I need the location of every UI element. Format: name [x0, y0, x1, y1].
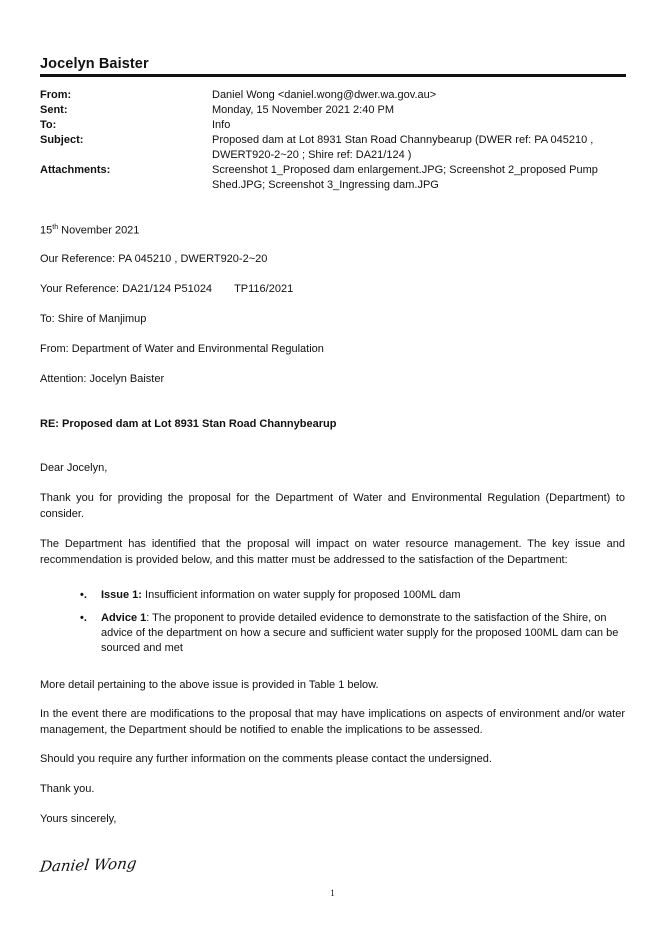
- paragraph-issue: The Department has identified that the proposal will impact on water resource management. The key issue and recommendation is provided below, and this matter must be addressed to the satisfaction of the Department:: [40, 538, 625, 566]
- bullet-issue-text: Insufficient information on water supply for proposed 100ML dam: [141, 589, 461, 601]
- header-divider: [40, 74, 626, 77]
- bullet-advice-label: Advice 1: [101, 612, 147, 624]
- your-reference-line: [40, 282, 293, 296]
- from-value[interactable]: Daniel Wong <daniel.wong@dwer.wa.gov.au>: [212, 89, 437, 101]
- letter-from: From: Department of Water and Environmental Regulation: [40, 343, 324, 355]
- to-row: [40, 118, 630, 133]
- subject-row: [40, 133, 630, 163]
- bullet-marker: •.: [80, 589, 87, 601]
- email-header: [40, 88, 630, 193]
- attachments-value[interactable]: Screenshot 1_Proposed dam enlargement.JPG; Screenshot 2_proposed Pump Shed.JPG; Screenshot 3_Ingressing dam.JPG: [212, 164, 598, 191]
- signature: Daniel Wong: [38, 854, 138, 876]
- to-value: Info: [212, 119, 231, 131]
- your-reference: Your Reference: DA21/124 P51024: [40, 283, 213, 295]
- sent-label: Sent:: [40, 104, 68, 116]
- to-label: To:: [40, 119, 57, 131]
- sent-value: Monday, 15 November 2021 2:40 PM: [212, 104, 395, 116]
- sent-row: [40, 103, 630, 118]
- letter-date: [40, 221, 139, 238]
- bullet-issue-1: [80, 588, 625, 603]
- bullet-marker: •.: [80, 612, 87, 624]
- page-number: 1: [330, 888, 335, 898]
- thanks: Thank you.: [40, 783, 95, 795]
- attachments-row: [40, 163, 630, 193]
- subject-label: Subject:: [40, 134, 84, 146]
- paragraph-detail: More detail pertaining to the above issue is provided in Table 1 below.: [40, 679, 379, 691]
- bullet-issue-label: Issue 1:: [101, 589, 142, 601]
- paragraph-contact: Should you require any further information on the comments please contact the undersigned.: [40, 753, 492, 765]
- letter-to: To: Shire of Manjimup: [40, 313, 147, 325]
- date-day: 15: [40, 224, 53, 237]
- letter-attention: Attention: Jocelyn Baister: [40, 373, 165, 385]
- paragraph-modifications: In the event there are modifications to the proposal that may have implications on aspects of environment and/or water management, the Department should be notified to enable the implications to be assessed.: [40, 708, 625, 736]
- date-suffix: th: [52, 224, 59, 231]
- subject-value: Proposed dam at Lot 8931 Stan Road Channybearup (DWER ref: PA 045210 , DWERT920-2~20 ; Shire ref: DA21/124 ): [212, 134, 594, 161]
- closing: Yours sincerely,: [40, 813, 117, 825]
- attachments-label: Attachments:: [40, 164, 111, 176]
- your-reference-tp: TP116/2021: [234, 283, 294, 295]
- bullet-advice-1: [80, 611, 625, 656]
- bullet-advice-text: : The proponent to provide detailed evidence to demonstrate to the satisfaction of the Shire, on advice of the department on how a secure and sufficient water supply for the proposed 100ML dam can be sourced and met: [101, 612, 619, 654]
- from-label: From:: [40, 89, 72, 101]
- salutation: Dear Jocelyn,: [40, 462, 108, 474]
- recipient-name: Jocelyn Baister: [40, 56, 149, 72]
- from-row: [40, 88, 630, 103]
- our-reference: Our Reference: PA 045210 , DWERT920-2~20: [40, 253, 268, 265]
- re-heading: RE: Proposed dam at Lot 8931 Stan Road Channybearup: [40, 418, 337, 430]
- paragraph-intro: Thank you for providing the proposal for the Department of Water and Environmental Regulation (Department) to consider.: [40, 492, 625, 520]
- date-rest: November 2021: [58, 224, 140, 237]
